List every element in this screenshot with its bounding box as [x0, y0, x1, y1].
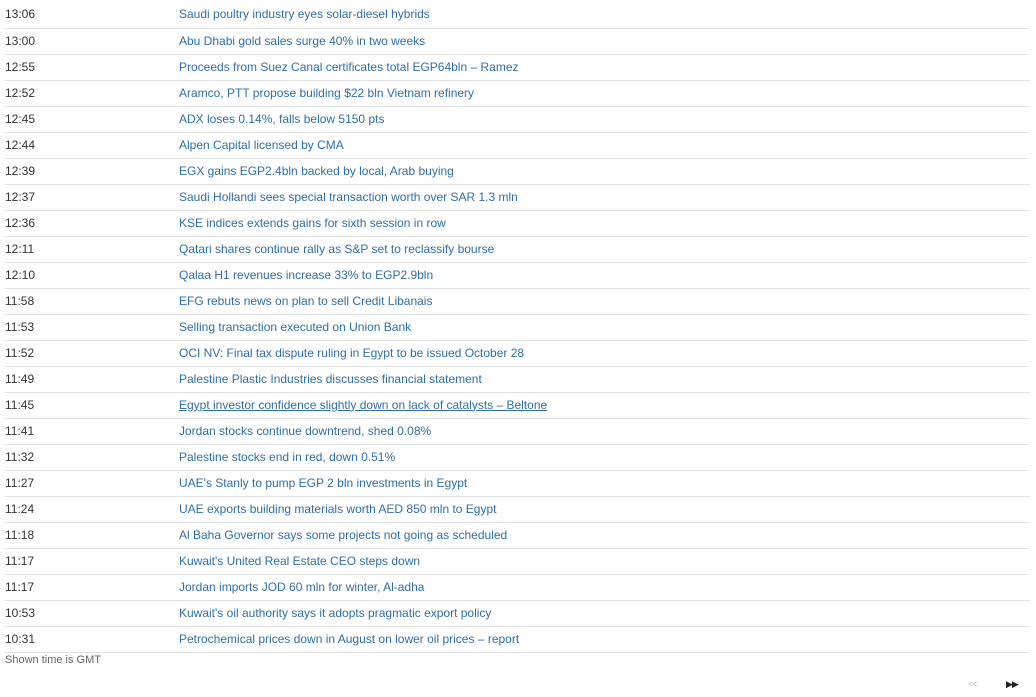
- news-row: [4, 574, 1030, 600]
- news-headline-link[interactable]: Saudi Hollandi sees special transaction worth over SAR 1.3 mln: [179, 189, 518, 204]
- news-headline-link[interactable]: UAE's Stanly to pump EGP 2 bln investments in Egypt: [179, 475, 468, 490]
- news-headline-cell: [179, 522, 1030, 548]
- news-time: 11:58: [5, 293, 35, 308]
- news-row: [4, 444, 1030, 470]
- news-time: 13:06: [5, 7, 36, 22]
- news-time: 12:37: [5, 189, 36, 204]
- next-page-button[interactable]: ▶▶: [1006, 679, 1018, 689]
- news-headline-link[interactable]: Proceeds from Suez Canal certificates total EGP64bln – Ramez: [179, 59, 519, 74]
- news-time: 11:53: [5, 319, 35, 334]
- news-row: [4, 496, 1030, 522]
- news-time: 12:44: [5, 137, 36, 152]
- news-row: [4, 340, 1030, 366]
- news-headline-cell: [179, 574, 1030, 600]
- news-headline-cell: [179, 288, 1030, 314]
- news-row: [4, 80, 1030, 106]
- news-time: 11:52: [5, 345, 35, 360]
- news-headline-cell: [179, 496, 1030, 522]
- news-headline-link[interactable]: Petrochemical prices down in August on lower oil prices – report: [179, 631, 520, 646]
- news-headline-cell: [179, 626, 1030, 652]
- news-time: 12:36: [5, 215, 36, 230]
- news-time: 11:41: [5, 423, 35, 438]
- news-headline-link[interactable]: Alpen Capital licensed by CMA: [179, 137, 344, 152]
- news-headline-cell: [179, 236, 1030, 262]
- news-headline-cell: [179, 418, 1030, 444]
- news-headline-link[interactable]: Saudi poultry industry eyes solar-diesel hybrids: [179, 7, 430, 22]
- news-time: 12:52: [5, 85, 36, 100]
- news-row: [4, 210, 1030, 236]
- news-headline-cell: [179, 314, 1030, 340]
- news-row: [4, 366, 1030, 392]
- news-time: 12:45: [5, 111, 36, 126]
- news-time: 11:24: [5, 501, 35, 516]
- news-row: [4, 470, 1030, 496]
- previous-page-button[interactable]: <<: [968, 679, 977, 689]
- news-time: 13:00: [5, 33, 36, 48]
- news-headline-cell: [179, 28, 1030, 54]
- news-time: 12:11: [5, 241, 35, 256]
- news-time: 12:10: [5, 267, 36, 282]
- news-headline-link[interactable]: Selling transaction executed on Union Bank: [179, 319, 412, 334]
- news-headline-link[interactable]: Jordan imports JOD 60 mln for winter, Al-adha: [179, 579, 425, 594]
- news-headline-link[interactable]: UAE exports building materials worth AED 850 mln to Egypt: [179, 501, 497, 516]
- news-row: [4, 314, 1030, 340]
- news-headline-cell: [179, 600, 1030, 626]
- news-row: [4, 2, 1030, 28]
- news-row: [4, 132, 1030, 158]
- news-headline-cell: [179, 132, 1030, 158]
- news-headline-link[interactable]: Aramco, PTT propose building $22 bln Vietnam refinery: [179, 85, 475, 100]
- news-time: 11:49: [5, 371, 35, 386]
- news-row: [4, 548, 1030, 574]
- news-row: [4, 262, 1030, 288]
- news-headline-link[interactable]: Kuwait's oil authority says it adopts pragmatic export policy: [179, 605, 492, 620]
- news-headline-link[interactable]: OCI NV: Final tax dispute ruling in Egypt to be issued October 28: [179, 345, 525, 360]
- news-headline-link[interactable]: Jordan stocks continue downtrend, shed 0.08%: [179, 423, 432, 438]
- news-headline-cell: [179, 444, 1030, 470]
- news-row: [4, 418, 1030, 444]
- news-row: [4, 288, 1030, 314]
- news-headline-link[interactable]: KSE indices extends gains for sixth session in row: [179, 215, 446, 230]
- news-headline-cell: [179, 262, 1030, 288]
- news-headline-link[interactable]: Qatari shares continue rally as S&P set to reclassify bourse: [179, 241, 495, 256]
- news-headline-link[interactable]: EGX gains EGP2.4bln backed by local, Arab buying: [179, 163, 454, 178]
- news-time: 10:31: [5, 631, 36, 646]
- news-time: 10:53: [5, 605, 36, 620]
- news-headline-link[interactable]: Palestine stocks end in red, down 0.51%: [179, 449, 396, 464]
- news-headline-link[interactable]: Palestine Plastic Industries discusses financial statement: [179, 371, 482, 386]
- news-headline-link[interactable]: Qalaa H1 revenues increase 33% to EGP2.9bln: [179, 267, 434, 282]
- news-headline-link[interactable]: Abu Dhabi gold sales surge 40% in two weeks: [179, 33, 426, 48]
- news-row: [4, 626, 1030, 652]
- news-row: [4, 28, 1030, 54]
- news-headline-cell: [179, 158, 1030, 184]
- news-headline-cell: [179, 366, 1030, 392]
- news-time: 12:39: [5, 163, 36, 178]
- news-headline-cell: [179, 184, 1030, 210]
- news-headline-link[interactable]: Egypt investor confidence slightly down on lack of catalysts – Beltone: [179, 397, 548, 412]
- news-time: 11:45: [5, 397, 35, 412]
- news-headline-link[interactable]: Kuwait's United Real Estate CEO steps down: [179, 553, 421, 568]
- news-row: [4, 184, 1030, 210]
- news-headline-link[interactable]: ADX loses 0.14%, falls below 5150 pts: [179, 111, 385, 126]
- news-time: 11:18: [5, 527, 35, 542]
- news-headline-link[interactable]: EFG rebuts news on plan to sell Credit Libanais: [179, 293, 433, 308]
- timezone-note: Shown time is GMT: [5, 654, 101, 666]
- news-time: 12:55: [5, 59, 36, 74]
- news-headline-cell: [179, 392, 1030, 418]
- news-row: [4, 392, 1030, 418]
- news-row: [4, 54, 1030, 80]
- news-headline-cell: [179, 548, 1030, 574]
- news-headline-cell: [179, 210, 1030, 236]
- news-time: 11:17: [5, 553, 35, 568]
- news-time: 11:27: [5, 475, 35, 490]
- news-list-body: [4, 2, 1030, 652]
- news-headline-cell: [179, 340, 1030, 366]
- news-row: [4, 106, 1030, 132]
- news-headline-cell: [179, 54, 1030, 80]
- news-headline-cell: [179, 470, 1030, 496]
- news-headline-cell: [179, 106, 1030, 132]
- news-time: 11:17: [5, 579, 35, 594]
- news-list: [4, 2, 1030, 653]
- news-row: [4, 158, 1030, 184]
- news-headline-link[interactable]: Al Baha Governor says some projects not going as scheduled: [179, 527, 508, 542]
- news-row: [4, 600, 1030, 626]
- news-row: [4, 236, 1030, 262]
- news-headline-cell: [179, 80, 1030, 106]
- news-headline-cell: [179, 2, 1030, 28]
- news-time: 11:32: [5, 449, 35, 464]
- news-row: [4, 522, 1030, 548]
